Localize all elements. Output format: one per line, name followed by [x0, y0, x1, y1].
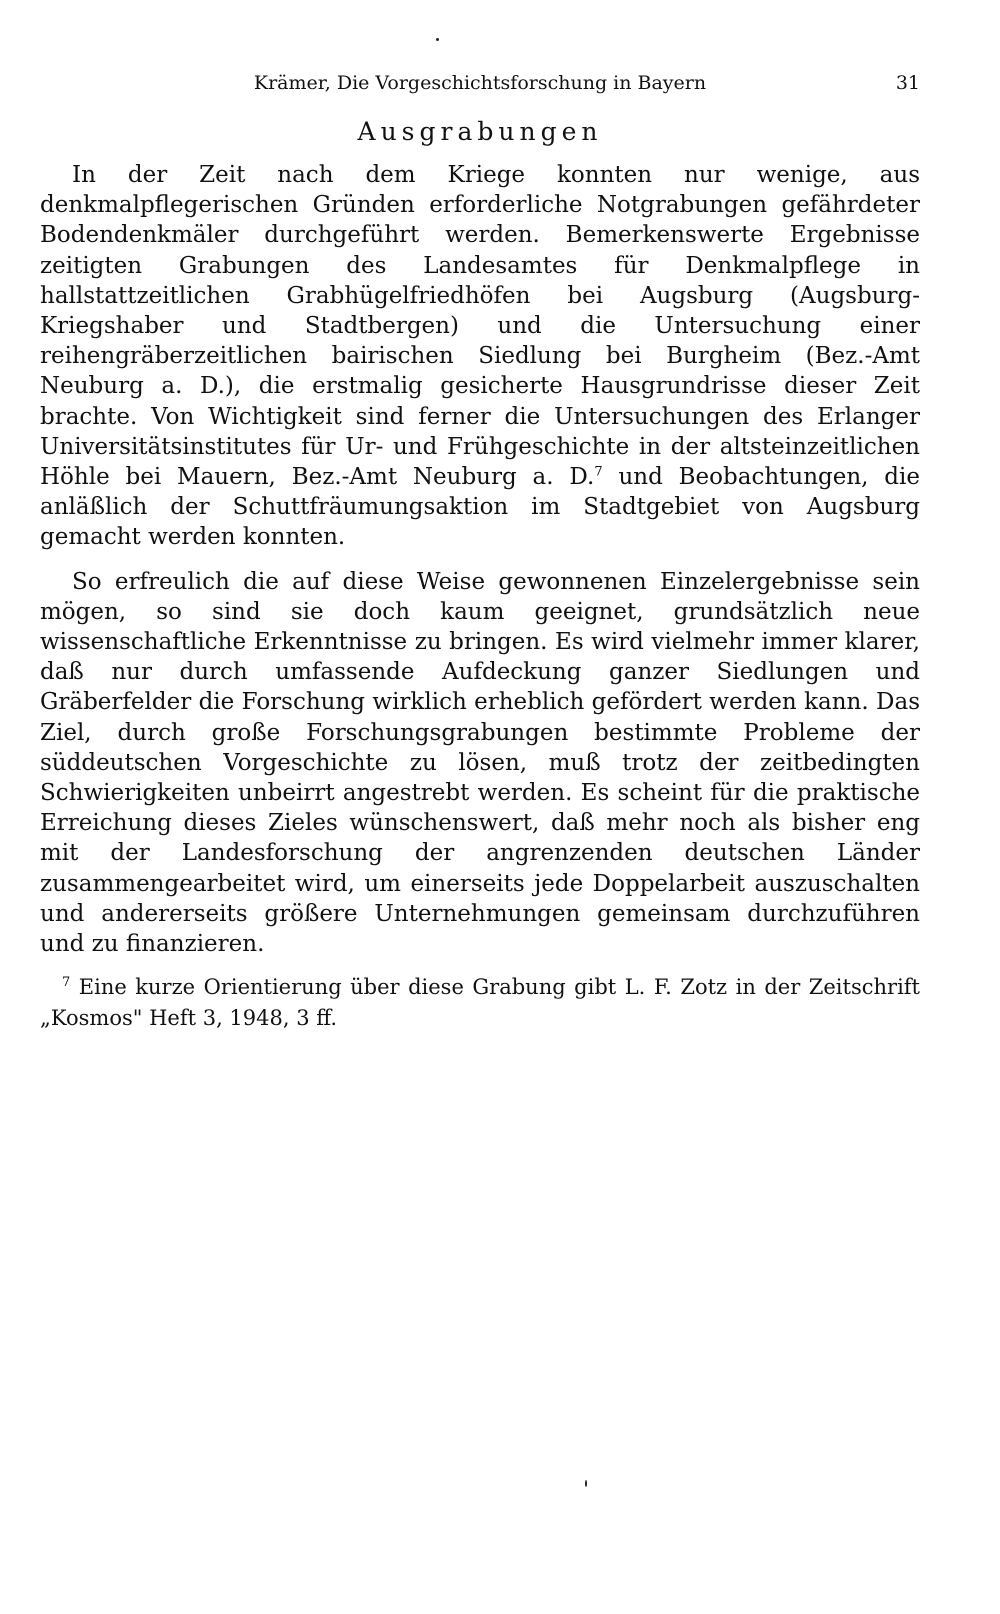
footnote-reference: 7 [594, 464, 603, 480]
section-heading: Ausgrabungen [357, 117, 603, 146]
running-title: Krämer, Die Vorgeschichtsforschung in Bayern [253, 72, 707, 94]
footnote-mark: 7 [62, 975, 71, 990]
running-head [40, 68, 920, 98]
footnote-text: Eine kurze Orientierung über diese Grabung gibt L. F. Zotz in der Zeitschrift „Kosmos" Heft 3, 1948, 3 ff. [40, 975, 920, 1030]
page-number: 31 [895, 72, 920, 94]
paragraph-2: So erfreulich die auf diese Weise gewonnenen Einzelergebnisse sein mögen, so sind sie doch kaum geeignet, grundsätzlich neue wissenschaftliche Erkenntnisse zu bringen. Es wird vielmehr immer klarer, daß nur durch umfassende Aufdeckung ganzer Siedlungen und Gräberfelder die Forschung wirklich erheblich gefördert werden kann. Das Ziel, durch große Forschungsgrabungen bestimmte Probleme der süddeutschen Vorgeschichte zu lösen, muß trotz der zeitbedingten Schwierigkeiten unbeirrt angestrebt werden. Es scheint für die praktische Erreichung dieses Zieles wünschenswert, daß mehr noch als bisher eng mit der Landesforschung der angrenzenden deutschen Länder zusammengearbeitet wird, um einerseits jede Doppelarbeit auszuschalten und andererseits größere Unternehmungen gemeinsam durchzuführen und zu finanzieren. [40, 568, 920, 958]
footnote [40, 972, 920, 1034]
scan-speck [585, 1480, 587, 1487]
paragraph-1-text: In der Zeit nach dem Kriege konnten nur wenige, aus denkmalpflegerischen Gründen erforderliche Notgrabungen gefährdeter Bodendenkmäler durchgeführt werden. Bemerkenswerte Ergebnisse zeitigten Grabungen des Landesamtes für Denkmalpflege in hallstattzeitlichen Grabhügelfriedhöfen bei Augsburg (Augsburg-Kriegshaber und Stadtbergen) und die Untersuchung einer reihengräberzeitlichen bairischen Siedlung bei Burgheim (Bez.-Amt Neuburg a. D.), die erstmalig gesicherte Hausgrundrisse dieser Zeit brachte. Von Wichtigkeit sind ferner die Untersuchungen des Erlanger Universitätsinstitutes für Ur- und Frühgeschichte in der altsteinzeitlichen Höhle bei Mauern, Bez.-Amt Neuburg a. D. [40, 162, 920, 491]
scan-speck [436, 38, 439, 41]
body-text [40, 160, 920, 959]
paragraph-1 [40, 160, 920, 553]
paragraph-1-text-continued: und Beobachtungen, die anläßlich der Schuttfräumungsaktion im Stadtgebiet von Augsburg gemacht werden konnten. [40, 464, 920, 551]
